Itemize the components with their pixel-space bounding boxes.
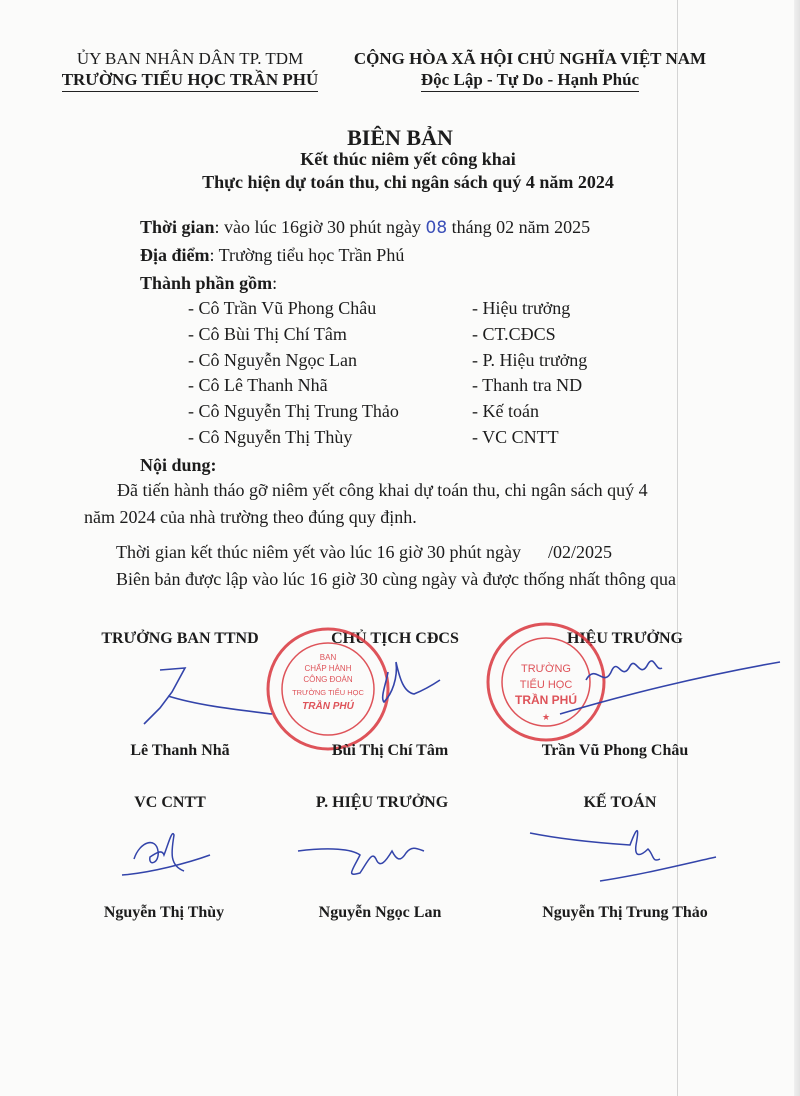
location-line xyxy=(140,245,404,266)
member-role: - Kế toán xyxy=(472,401,539,421)
signatory-name: Bùi Thị Chí Tâm xyxy=(331,742,449,759)
svg-text:★: ★ xyxy=(541,712,551,722)
signatory-name: Nguyễn Thị Thùy xyxy=(103,904,225,921)
issuing-authority xyxy=(40,48,340,92)
national-motto xyxy=(340,48,720,92)
document-subtitle-1: Kết thúc niêm yết công khai xyxy=(300,149,516,169)
member-name: - Cô Bùi Thị Chí Tâm xyxy=(188,324,347,344)
member-role: - Thanh tra ND xyxy=(472,375,583,395)
content-paragraph-1-line-1: Đã tiến hành tháo gỡ niêm yết công khai dự toán thu, chi ngân sách quý 4 xyxy=(117,480,648,500)
signature-title-vice-principal: P. HIỆU TRƯỞNG xyxy=(315,794,449,811)
school-stamp xyxy=(488,624,604,740)
member-name: - Cô Lê Thanh Nhã xyxy=(188,375,328,395)
document-subtitle-2: Thực hiện dự toán thu, chi ngân sách quý 4 năm 2024 xyxy=(202,172,614,192)
location-label: Địa điểm xyxy=(140,245,210,265)
signature-nguyen-thi-thuy xyxy=(122,834,210,875)
authority-name: ỦY BAN NHÂN DÂN TP. TDM xyxy=(76,49,304,68)
school-name: TRƯỜNG TIỂU HỌC TRẦN PHÚ xyxy=(62,69,319,92)
signature-nguyen-thi-trung-thao xyxy=(530,831,716,881)
signature-title-cdcs: CHỦ TỊCH CĐCS xyxy=(331,630,459,647)
handwritten-day: 08 xyxy=(425,218,448,238)
signature-row-2-graphics xyxy=(0,815,800,895)
member-role: - VC CNTT xyxy=(472,427,559,447)
union-stamp xyxy=(268,629,388,749)
signature-title-it: VC CNTT xyxy=(134,794,206,811)
member-name: - Cô Trần Vũ Phong Châu xyxy=(188,298,377,318)
time-line xyxy=(140,217,590,238)
content-label: Nội dung: xyxy=(140,455,217,475)
content-paragraph-2: Thời gian kết thúc niêm yết vào lúc 16 giờ 30 phút ngày /02/2025 xyxy=(116,542,612,562)
member-name: - Cô Nguyễn Thị Trung Thảo xyxy=(188,401,399,421)
signatory-name: Trần Vũ Phong Châu xyxy=(541,742,689,759)
member-name: - Cô Nguyễn Ngọc Lan xyxy=(188,350,357,370)
time-text: : vào lúc 16giờ 30 phút ngày xyxy=(214,217,421,237)
svg-text:TRƯỜNG: TRƯỜNG xyxy=(521,663,571,675)
svg-text:CHẤP HÀNH: CHẤP HÀNH xyxy=(304,664,352,673)
country-name: CỘNG HÒA XÃ HỘI CHỦ NGHĨA VIỆT NAM xyxy=(353,49,707,68)
signature-le-thanh-nha xyxy=(144,668,272,724)
signature-tran-vu-phong-chau xyxy=(560,661,780,714)
signature-bui-thi-chi-tam xyxy=(383,662,440,702)
svg-text:TRƯỜNG TIỂU HỌC: TRƯỜNG TIỂU HỌC xyxy=(292,688,364,697)
svg-text:TRẦN PHÚ: TRẦN PHÚ xyxy=(515,693,577,707)
members-label: Thành phần gồm: xyxy=(140,273,278,293)
time-label: Thời gian xyxy=(140,217,215,237)
signature-title-accountant: KẾ TOÁN xyxy=(583,794,657,811)
svg-text:TIỂU HỌC: TIỂU HỌC xyxy=(519,679,573,691)
member-name: - Cô Nguyễn Thị Thùy xyxy=(188,427,353,447)
signature-title-ttnd: TRƯỞNG BAN TTND xyxy=(101,630,259,647)
content-paragraph-3: Biên bản được lập vào lúc 16 giờ 30 cùng ngày và được thống nhất thông qua xyxy=(116,569,676,589)
motto: Độc Lập - Tự Do - Hạnh Phúc xyxy=(421,69,639,92)
member-role: - Hiệu trưởng xyxy=(472,298,571,318)
signatory-name: Nguyễn Ngọc Lan xyxy=(318,904,442,921)
member-role: - CT.CĐCS xyxy=(472,324,556,344)
svg-text:CÔNG ĐOÀN: CÔNG ĐOÀN xyxy=(303,675,353,684)
location-text: : Trường tiểu học Trần Phú xyxy=(209,245,405,265)
signatory-name: Lê Thanh Nhã xyxy=(130,742,230,759)
svg-text:TRẦN PHÚ: TRẦN PHÚ xyxy=(302,701,354,712)
signature-title-principal: HIỆU TRƯỞNG xyxy=(566,630,683,647)
content-paragraph-1-line-2: năm 2024 của nhà trường theo đúng quy định. xyxy=(84,507,417,527)
member-role: - P. Hiệu trưởng xyxy=(472,350,588,370)
signature-nguyen-ngoc-lan xyxy=(298,848,424,874)
signatory-name: Nguyễn Thị Trung Thảo xyxy=(542,904,708,921)
time-text-after: tháng 02 năm 2025 xyxy=(451,217,591,237)
svg-text:BAN: BAN xyxy=(319,653,337,662)
document-title: BIÊN BẢN xyxy=(347,125,453,150)
